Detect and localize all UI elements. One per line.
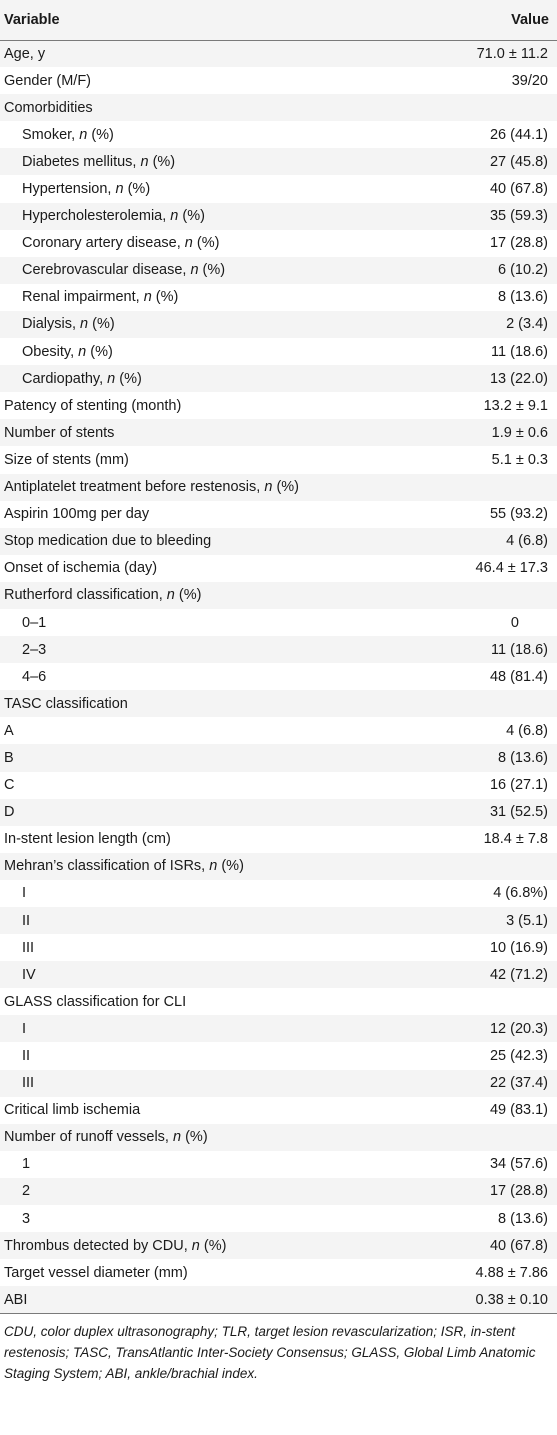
row-value (420, 690, 557, 717)
row-value: 16 (27.1) (420, 772, 557, 799)
row-label-n-italic: n (190, 262, 199, 279)
row-value: 27 (45.8) (420, 148, 557, 175)
row-label (0, 961, 420, 988)
row-label-text: 3 (22, 1210, 31, 1227)
row-value: 8 (13.6) (420, 744, 557, 771)
row-value: 25 (42.3) (420, 1042, 557, 1069)
row-label-text: Diabetes mellitus, (22, 153, 141, 170)
row-value (420, 94, 557, 121)
row-label-suffix: (%) (198, 262, 226, 279)
row-label-n-italic: n (191, 1237, 200, 1254)
table-row (0, 555, 557, 582)
row-label (0, 1070, 420, 1097)
row-value: 34 (57.6) (420, 1151, 557, 1178)
row-value: 71.0 ± 11.2 (420, 40, 557, 67)
row-label-text: III (22, 939, 35, 956)
table-row (0, 392, 557, 419)
row-label (0, 528, 420, 555)
table-row (0, 311, 557, 338)
table-row (0, 907, 557, 934)
row-value: 5.1 ± 0.3 (420, 446, 557, 473)
row-label-suffix: (%) (217, 858, 244, 875)
row-label (0, 907, 420, 934)
row-label (0, 94, 420, 121)
row-value: 49 (83.1) (420, 1097, 557, 1124)
row-value: 8 (13.6) (420, 1205, 557, 1232)
row-label (0, 934, 420, 961)
row-value: 2 (3.4) (420, 311, 557, 338)
row-value (420, 582, 557, 609)
row-label-text: Number of runoff vessels, (4, 1129, 173, 1146)
row-label-n-italic: n (80, 316, 89, 333)
row-label-n-italic: n (107, 370, 116, 387)
row-value: 17 (28.8) (420, 1178, 557, 1205)
row-label-n-italic: n (166, 587, 175, 604)
row-label-suffix: (%) (88, 316, 115, 333)
row-label-text: Gender (M/F) (4, 72, 92, 89)
table-row (0, 880, 557, 907)
row-label-text: C (4, 777, 15, 794)
row-label (0, 555, 420, 582)
table-row (0, 257, 557, 284)
row-value: 4 (6.8) (420, 528, 557, 555)
table-row (0, 961, 557, 988)
row-label-text: II (22, 1048, 31, 1065)
row-value: 42 (71.2) (420, 961, 557, 988)
row-label-n-italic: n (79, 126, 88, 143)
row-label (0, 257, 420, 284)
table-row (0, 67, 557, 94)
row-label (0, 636, 420, 663)
row-label (0, 40, 420, 67)
row-label (0, 1286, 420, 1313)
table-row (0, 1070, 557, 1097)
table-row (0, 744, 557, 771)
row-label (0, 474, 420, 501)
row-label-text: Comorbidities (4, 99, 93, 116)
row-value: 4 (6.8%) (420, 880, 557, 907)
row-label (0, 148, 420, 175)
table-row (0, 799, 557, 826)
table-row (0, 582, 557, 609)
row-label-text: Rutherford classification, (4, 587, 167, 604)
row-value: 1.9 ± 0.6 (420, 419, 557, 446)
row-label-n-italic: n (143, 289, 152, 306)
row-value (420, 474, 557, 501)
table-row (0, 94, 557, 121)
row-label-suffix: (%) (148, 153, 176, 170)
row-value: 40 (67.8) (420, 175, 557, 202)
row-label (0, 1015, 420, 1042)
row-label-n-italic: n (264, 479, 273, 496)
table-row (0, 40, 557, 67)
row-label-text: 1 (22, 1156, 31, 1173)
table-row (0, 609, 557, 636)
row-label (0, 203, 420, 230)
row-label (0, 1097, 420, 1124)
row-value (420, 853, 557, 880)
row-value: 12 (20.3) (420, 1015, 557, 1042)
row-label (0, 284, 420, 311)
row-label-suffix: (%) (272, 479, 300, 496)
variable-column-header: Variable (0, 0, 420, 40)
row-label-text: Hypertension, (22, 181, 116, 198)
table-row (0, 338, 557, 365)
row-value: 3 (5.1) (420, 907, 557, 934)
row-label-text: Stop medication due to bleeding (4, 533, 212, 550)
row-value: 35 (59.3) (420, 203, 557, 230)
row-label-text: TASC classification (4, 695, 128, 712)
row-label (0, 717, 420, 744)
row-value: 8 (13.6) (420, 284, 557, 311)
table-row (0, 690, 557, 717)
row-label (0, 799, 420, 826)
row-label (0, 1259, 420, 1286)
row-label (0, 582, 420, 609)
row-label-suffix: (%) (192, 235, 220, 252)
row-label (0, 826, 420, 853)
table-row (0, 826, 557, 853)
table-row (0, 365, 557, 392)
row-label (0, 230, 420, 257)
row-value: 4 (6.8) (420, 717, 557, 744)
table-row (0, 1042, 557, 1069)
row-label-text: Size of stents (mm) (4, 451, 129, 468)
row-label-text: A (4, 722, 14, 739)
row-label-n-italic: n (209, 858, 218, 875)
table-row (0, 1178, 557, 1205)
row-value: 13.2 ± 9.1 (420, 392, 557, 419)
row-value: 4.88 ± 7.86 (420, 1259, 557, 1286)
row-label-n-italic: n (115, 181, 124, 198)
row-value: 11 (18.6) (420, 636, 557, 663)
row-value: 26 (44.1) (420, 121, 557, 148)
row-value: 10 (16.9) (420, 934, 557, 961)
row-label-suffix: (%) (178, 208, 205, 225)
row-label-text: Mehran’s classification of ISRs, (4, 858, 210, 875)
row-label-text: Renal impairment, (22, 289, 144, 306)
table-row (0, 1097, 557, 1124)
row-label-text: IV (22, 966, 36, 983)
row-label-n-italic: n (140, 153, 149, 170)
row-label-text: 2 (22, 1183, 31, 1200)
row-label-text: Onset of ischemia (day) (4, 560, 158, 577)
row-label (0, 1042, 420, 1069)
table-row (0, 501, 557, 528)
row-value (420, 1124, 557, 1151)
row-label-text: 4–6 (22, 668, 47, 685)
table-row (0, 934, 557, 961)
row-label-suffix: (%) (199, 1237, 227, 1254)
row-label-text: I (22, 885, 27, 902)
row-label-text: Aspirin 100mg per day (4, 506, 150, 523)
row-label-text: Cerebrovascular disease, (22, 262, 191, 279)
row-label-suffix: (%) (123, 181, 151, 198)
row-label-text: 2–3 (22, 641, 47, 658)
row-value (420, 988, 557, 1015)
value-column-header: Value (420, 0, 557, 40)
row-label-text: Critical limb ischemia (4, 1102, 141, 1119)
row-label (0, 772, 420, 799)
row-label-text: Dialysis, (22, 316, 81, 333)
row-value: 17 (28.8) (420, 230, 557, 257)
table-row (0, 772, 557, 799)
row-value: 0.38 ± 0.10 (420, 1286, 557, 1313)
row-label-text: GLASS classification for CLI (4, 993, 187, 1010)
row-value: 11 (18.6) (420, 338, 557, 365)
row-label-text: Obesity, (22, 343, 79, 360)
row-value: 31 (52.5) (420, 799, 557, 826)
table-row (0, 1124, 557, 1151)
row-label (0, 365, 420, 392)
row-value: 0 (420, 609, 557, 636)
table-row (0, 446, 557, 473)
row-label-suffix: (%) (174, 587, 202, 604)
row-value: 40 (67.8) (420, 1232, 557, 1259)
row-label (0, 1124, 420, 1151)
table-row (0, 988, 557, 1015)
row-label-suffix: (%) (115, 370, 142, 387)
row-value: 55 (93.2) (420, 501, 557, 528)
table-body (0, 40, 557, 1313)
table-row (0, 1205, 557, 1232)
row-value: 6 (10.2) (420, 257, 557, 284)
table-row (0, 1015, 557, 1042)
row-label-n-italic: n (78, 343, 87, 360)
table-row (0, 474, 557, 501)
row-label (0, 1232, 420, 1259)
row-label-text: Target vessel diameter (mm) (4, 1264, 188, 1281)
row-label-text: D (4, 804, 15, 821)
table-row (0, 175, 557, 202)
row-value: 39/20 (420, 67, 557, 94)
row-label (0, 690, 420, 717)
table-row (0, 1232, 557, 1259)
row-value: 18.4 ± 7.8 (420, 826, 557, 853)
row-label (0, 1151, 420, 1178)
row-label (0, 501, 420, 528)
row-value: 46.4 ± 17.3 (420, 555, 557, 582)
table-header-row (0, 0, 557, 40)
row-value: 48 (81.4) (420, 663, 557, 690)
table-row (0, 663, 557, 690)
row-label-text: Coronary artery disease, (22, 235, 185, 252)
row-label (0, 609, 420, 636)
row-label-text: B (4, 749, 14, 766)
table-row (0, 853, 557, 880)
table-row (0, 1286, 557, 1313)
row-label (0, 311, 420, 338)
row-label (0, 392, 420, 419)
table-row (0, 1259, 557, 1286)
row-label-suffix: (%) (87, 126, 114, 143)
table-row (0, 230, 557, 257)
row-value: 13 (22.0) (420, 365, 557, 392)
row-label-suffix: (%) (181, 1129, 208, 1146)
row-label (0, 853, 420, 880)
table-row (0, 284, 557, 311)
row-label (0, 419, 420, 446)
table-row (0, 636, 557, 663)
table-row (0, 419, 557, 446)
row-label-text: Antiplatelet treatment before restenosis, (4, 479, 265, 496)
row-label-text: Smoker, (22, 126, 80, 143)
row-label-suffix: (%) (86, 343, 113, 360)
row-label-suffix: (%) (151, 289, 179, 306)
row-label-text: ABI (4, 1291, 28, 1308)
row-label (0, 446, 420, 473)
row-label (0, 338, 420, 365)
row-label-text: Hypercholesterolemia, (22, 208, 171, 225)
row-label-text: Thrombus detected by CDU, (4, 1237, 192, 1254)
row-label-n-italic: n (170, 208, 179, 225)
row-label (0, 121, 420, 148)
row-label (0, 1178, 420, 1205)
row-label-text: III (22, 1075, 35, 1092)
table-row (0, 203, 557, 230)
row-label-text: Cardiopathy, (22, 370, 108, 387)
table-row (0, 121, 557, 148)
row-label-text: In-stent lesion length (cm) (4, 831, 171, 848)
row-label (0, 175, 420, 202)
row-value: 22 (37.4) (420, 1070, 557, 1097)
row-label (0, 988, 420, 1015)
row-label (0, 744, 420, 771)
row-label-n-italic: n (184, 235, 193, 252)
table-row (0, 148, 557, 175)
row-label-text: Number of stents (4, 424, 115, 441)
row-label-text: Age, y (4, 45, 46, 62)
row-label (0, 880, 420, 907)
table-row (0, 1151, 557, 1178)
row-label-text: I (22, 1020, 27, 1037)
row-label-text: II (22, 912, 31, 929)
row-label (0, 1205, 420, 1232)
table-row (0, 528, 557, 555)
row-label (0, 663, 420, 690)
row-label-n-italic: n (172, 1129, 182, 1146)
table-footnote: CDU, color duplex ultrasonography; TLR, target lesion revascularization; ISR, in-stent restenosis; TASC, TransAtlantic Inter-Society Consensus; GLASS, Global Limb Anatomic Staging System; ABI, ankle/brachial index. (4, 1323, 536, 1381)
row-label-text: 0–1 (22, 614, 47, 631)
row-label-text: Patency of stenting (month) (4, 397, 182, 414)
row-label (0, 67, 420, 94)
table-row (0, 717, 557, 744)
